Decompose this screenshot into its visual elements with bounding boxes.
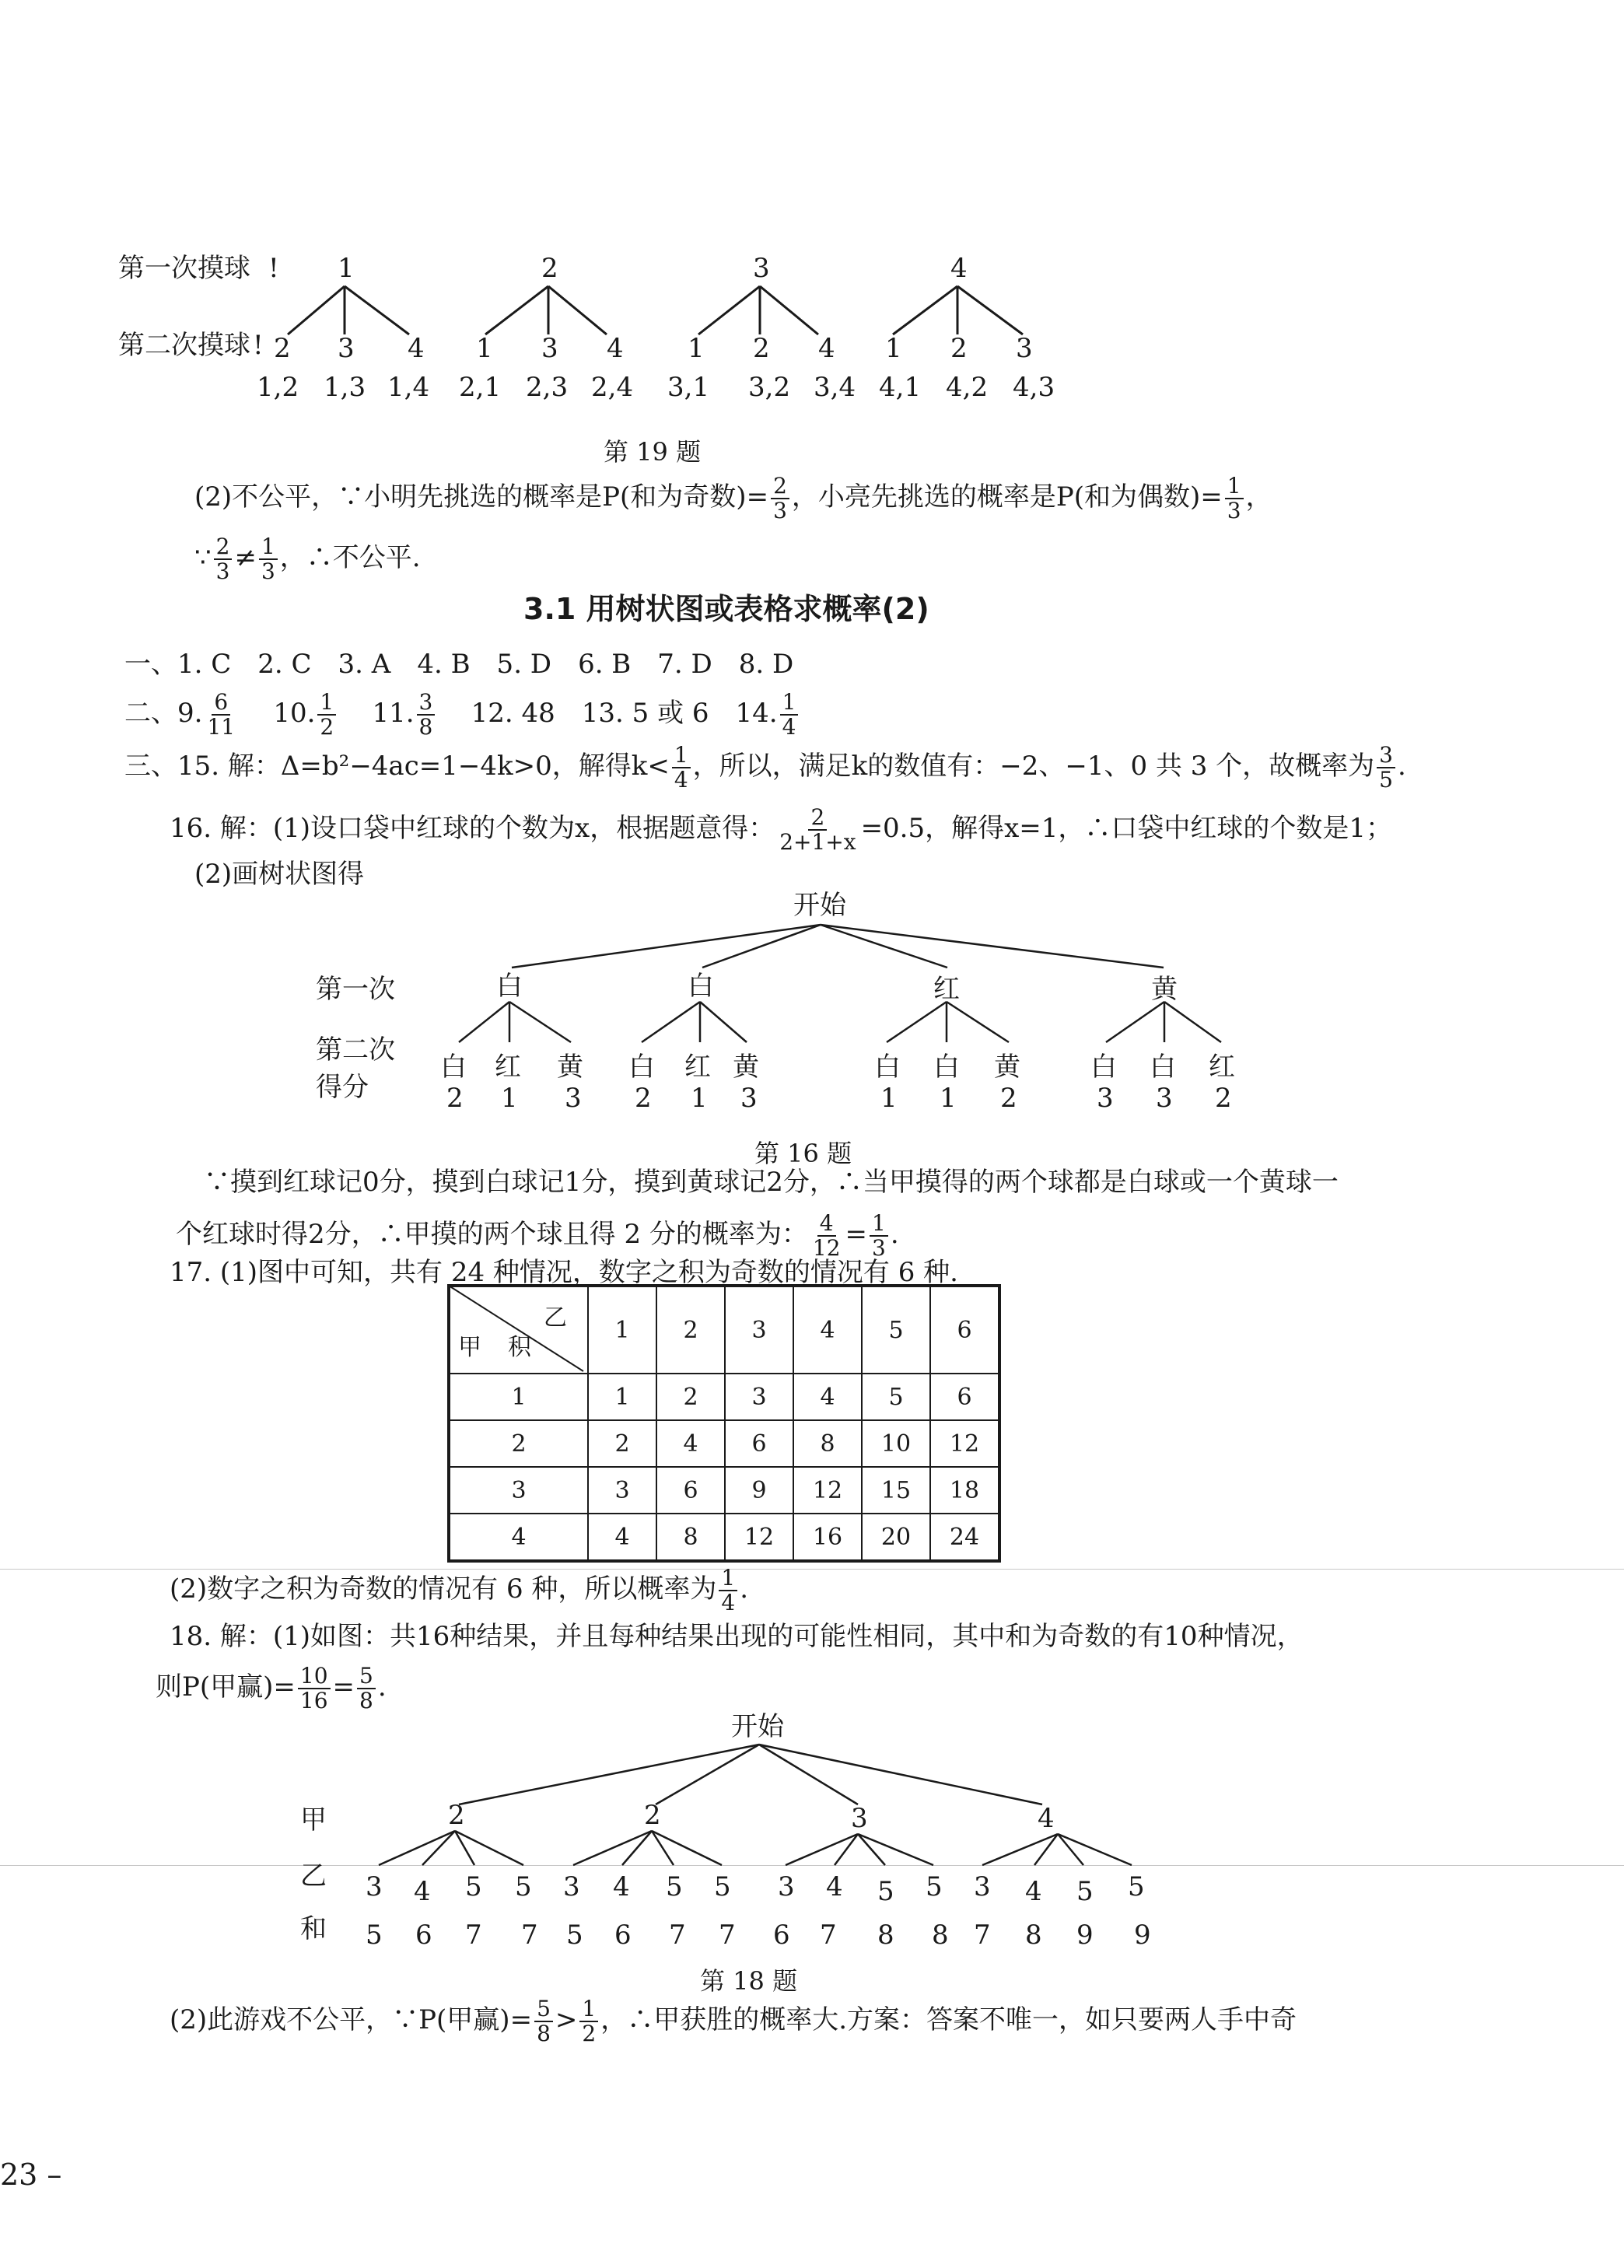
tree18-second-node: 5 [714,1871,731,1902]
row-header: 4 [449,1514,588,1561]
tree16-label-second: 第二次 [316,1034,395,1066]
tree19-outcome: 2,3 [526,372,569,403]
denominator: 8 [359,1688,373,1713]
column-header: 5 [862,1286,930,1374]
text: 个红球时得2分，∴甲摸的两个球且得 2 分的概率为： [176,1219,808,1250]
tree19-outcome: 1,4 [387,372,430,403]
figure-caption: 第 16 题 [754,1139,852,1168]
tree16-second-node: 白 [1090,1052,1117,1083]
tree19-second-node: 2 [950,333,968,364]
text: ，∴不公平. [279,542,421,573]
tree18-sum: 8 [1025,1920,1042,1951]
denominator: 4 [674,767,688,793]
q16-line2: (2)画树状图得 [194,859,365,890]
text: 三、15. 解：Δ=b²−4ac=1−4k>0，解得k< [124,751,670,782]
q16-line4 [176,1212,899,1260]
tree18-second-node: 5 [877,1876,894,1907]
tree19-outcome: 1,3 [324,372,366,403]
tree16-first-node: 红 [933,974,960,1005]
tree16-score: 3 [740,1083,758,1114]
table-row [449,1374,999,1420]
table-cell: 8 [656,1514,725,1561]
text: . [1398,751,1406,782]
numerator: 2 [214,535,233,560]
text: ，小亮先挑选的概率是P(和为偶数)= [791,481,1223,513]
row-header: 2 [449,1420,588,1467]
tree19-first-node: 3 [753,253,770,284]
tree18-second-node: 5 [515,1871,532,1902]
tree16-score: 3 [1156,1083,1173,1114]
tree18-sum: 6 [415,1920,432,1951]
table-cell: 5 [862,1374,930,1420]
table-row [449,1467,999,1514]
denominator: 2 [582,2021,597,2046]
fraction [810,1212,843,1260]
tree18-sum: 8 [932,1920,949,1951]
numerator: 4 [817,1212,836,1237]
tree19-second-node: 4 [607,333,624,364]
tree16-second-node: 白 [1150,1052,1176,1083]
tree19-second-node: 4 [818,333,835,364]
tree16-label-score: 得分 [316,1072,369,1103]
tree16-first-node: 黄 [1151,974,1178,1005]
tree18-second-node: 4 [414,1876,431,1907]
figure-caption: 第 19 题 [604,437,702,467]
figure-caption: 第 18 题 [700,1966,798,1996]
fraction [672,744,691,792]
q18-line3 [170,1997,1297,2046]
neq-symbol: ≠ [234,542,257,573]
tree16-score: 2 [446,1083,464,1114]
numerator: 1 [672,744,691,768]
tree18-first-node: 2 [448,1800,465,1831]
text: . [890,1219,899,1250]
tree18-first-node: 4 [1038,1803,1055,1834]
table-cell: 3 [588,1467,656,1514]
numerator: 1 [1225,474,1244,499]
row-header: 1 [449,1374,588,1420]
numerator: 1 [579,1997,598,2022]
table-cell: 4 [656,1420,725,1467]
denominator: 12 [812,1235,841,1261]
q15 [124,744,1406,792]
text: (2)此游戏不公平，∵P(甲赢)= [170,2004,533,2035]
text: =0.5，解得x=1，∴口袋中红球的个数是1； [860,813,1393,844]
numerator: 6 [212,691,230,716]
denominator: 3 [773,498,787,523]
text: 二、9. [124,698,203,729]
tree19-row2-label: 第二次摸球 [118,330,250,361]
table-corner-cell [449,1286,588,1374]
tree18-second-node: 5 [1076,1876,1094,1907]
numerator: 1 [317,691,336,716]
table-cell: 15 [862,1467,930,1514]
tree18-sum: 9 [1076,1920,1094,1951]
tree19-outcome: 2,1 [459,372,502,403]
table-cell: 8 [793,1420,862,1467]
tree18-sum: 7 [719,1920,736,1951]
tree18-second-node: 4 [826,1871,843,1902]
tree19-row2-mark: ! [253,330,264,361]
table-cell: 6 [930,1374,999,1420]
tree16-second-node: 红 [684,1052,711,1083]
q16-line1 [170,806,1392,854]
text: 12. 48 13. 5 或 6 14. [471,698,778,729]
column-header: 2 [656,1286,725,1374]
part2-answers [124,691,800,739]
numerator: 5 [357,1664,376,1689]
tree18-sum: 6 [614,1920,632,1951]
tree18-second-node: 5 [666,1871,683,1902]
numerator: 1 [780,691,799,716]
tree19-second-node: 2 [274,333,291,364]
q19-part2-line2 [194,535,421,583]
table-cell: 6 [725,1420,793,1467]
denominator: 5 [1379,767,1393,793]
tree16-first-node: 白 [496,971,523,1002]
numerator: 5 [534,1997,553,2022]
tree19-outcome: 4,2 [946,372,989,403]
denominator: 2+1+x [779,829,856,855]
fraction [214,535,233,583]
fraction [317,691,336,739]
tree18-second-node: 3 [366,1871,383,1902]
tree18-label-first: 甲 [300,1804,327,1836]
tree16-score: 2 [1215,1083,1232,1114]
tree18-sum: 7 [465,1920,482,1951]
fraction [259,535,278,583]
tree16-second-node: 红 [1209,1052,1235,1083]
tree18-label-second: 乙 [300,1860,327,1892]
tree18-second-node: 3 [974,1871,991,1902]
text: = [845,1219,868,1250]
fraction [579,1997,598,2046]
table-row [449,1514,999,1561]
table-cell: 12 [930,1420,999,1467]
tree16-score: 3 [1097,1083,1114,1114]
text: > [555,2004,578,2035]
denominator: 3 [215,558,230,584]
tree16-second-node: 白 [628,1052,655,1083]
fraction [1225,474,1244,523]
tree19-first-node: 1 [338,253,355,284]
numerator: 2 [808,806,827,831]
table-cell: 24 [930,1514,999,1561]
numerator: 2 [771,474,789,499]
text: ， [1245,481,1272,513]
table-cell: 2 [656,1374,725,1420]
tree19-second-node: 4 [408,333,425,364]
tree16-root: 开始 [793,890,846,921]
tree16-second-node: 白 [440,1052,467,1083]
denominator: 16 [299,1688,328,1713]
table-cell: 20 [862,1514,930,1561]
text: 10. [273,698,316,729]
tree18-second-node: 5 [926,1871,943,1902]
q19-part2-line1 [194,474,1272,523]
tree19-outcome: 2,4 [591,372,634,403]
tree18-second-node: 4 [613,1871,630,1902]
tree18-second-node: 5 [465,1871,482,1902]
fraction [357,1664,376,1713]
fraction [870,1212,888,1260]
text: ，所以，满足k的数值有：−2、−1、0 共 3 个，故概率为 [692,751,1375,782]
denominator: 8 [418,714,433,740]
tree19-outcome: 3,4 [814,372,856,403]
fraction [417,691,436,739]
fraction [1377,744,1395,792]
tree19-row1-mark: ! [268,253,279,284]
tree19-second-node: 3 [541,333,558,364]
part1-answers: 一、1. C 2. C 3. A 4. B 5. D 6. B 7. D 8. D [124,649,794,680]
tree18-sum: 6 [773,1920,790,1951]
tree18-first-node: 3 [851,1803,868,1834]
tree19-second-node: 3 [338,333,355,364]
text: 11. [372,698,415,729]
tree18-sum: 5 [366,1920,383,1951]
text: 16. 解：(1)设口袋中红球的个数为x，根据题意得： [170,813,775,844]
row-header: 3 [449,1467,588,1514]
tree19-row1-label: 第一次摸球 [118,253,250,284]
tree18-sum: 5 [566,1920,583,1951]
q18-line1: 18. 解：(1)如图：共16种结果，并且每种结果出现的可能性相同，其中和为奇数的有10种情况， [170,1621,1304,1652]
table-cell: 6 [656,1467,725,1514]
denominator: 3 [872,1235,886,1261]
tree18-second-node: 3 [778,1871,795,1902]
fraction [298,1664,331,1713]
tree19-second-node: 1 [688,333,705,364]
tree19-second-node: 2 [753,333,770,364]
table-row [449,1420,999,1467]
numerator: 1 [259,535,278,560]
tree18-sum: 9 [1134,1920,1151,1951]
tree19-outcome: 3,2 [748,372,791,403]
table-cell: 4 [588,1514,656,1561]
numerator: 10 [298,1664,331,1689]
tree16-label-first: 第一次 [316,974,395,1005]
tree16-second-node: 红 [495,1052,521,1083]
table-cell: 10 [862,1420,930,1467]
tree18-second-node: 5 [1128,1871,1145,1902]
section-title: 3.1 用树状图或表格求概率(2) [523,592,929,626]
tree16-first-node: 白 [688,971,714,1002]
tree16-score: 2 [635,1083,652,1114]
fraction [205,691,237,739]
fraction [534,1997,553,2046]
text: . [740,1573,749,1605]
text: ∵ [194,542,212,573]
product-table [447,1284,1001,1563]
denominator: 4 [782,714,796,740]
page-number: 23 – [0,2158,62,2192]
tree18-sum: 8 [877,1920,894,1951]
tree19-outcome: 3,1 [667,372,710,403]
tree19-second-node: 1 [885,333,902,364]
tree18-root: 开始 [731,1711,784,1742]
tree19-first-node: 2 [541,253,558,284]
tree19-second-node: 1 [476,333,493,364]
denominator: 11 [207,714,236,740]
tree16-second-node: 白 [933,1052,960,1083]
tree19-outcome: 4,1 [879,372,922,403]
column-header: 1 [588,1286,656,1374]
fraction [719,1566,737,1615]
table-cell: 12 [725,1514,793,1561]
fraction [780,691,799,739]
tree18-sum: 7 [974,1920,991,1951]
column-header: 3 [725,1286,793,1374]
text: . [377,1671,387,1703]
denominator: 3 [261,558,275,584]
tree16-score: 1 [691,1083,708,1114]
text: ，∴甲获胜的概率大.方案：答案不唯一，如只要两人手中奇 [600,2004,1297,2035]
tree18-first-node: 2 [644,1800,661,1831]
tree16-score: 1 [880,1083,898,1114]
tree18-sum: 7 [669,1920,686,1951]
tree16-score: 3 [565,1083,582,1114]
numerator: 1 [870,1212,888,1237]
numerator: 3 [417,691,436,716]
tree16-score: 1 [501,1083,518,1114]
table-cell: 4 [793,1374,862,1420]
table-cell: 2 [588,1420,656,1467]
tree16-second-node: 白 [874,1052,901,1083]
tree19-second-node: 3 [1016,333,1033,364]
tree18-second-node: 4 [1025,1876,1042,1907]
denominator: 4 [721,1590,736,1615]
q17-line1: 17. (1)图中可知，共有 24 种情况，数字之积为奇数的情况有 6 种. [170,1257,958,1288]
tree18-sum: 7 [820,1920,837,1951]
q18-line2 [156,1664,387,1713]
tree19-first-node: 4 [950,253,968,284]
text: (2)不公平，∵小明先挑选的概率是P(和为奇数)= [194,481,769,513]
tree18-label-sum: 和 [300,1913,327,1944]
denominator: 8 [537,2021,551,2046]
tree16-second-node: 黄 [994,1052,1020,1083]
column-header: 6 [930,1286,999,1374]
tree16-second-node: 黄 [733,1052,759,1083]
tree18-sum: 7 [521,1920,538,1951]
text: 则P(甲赢)= [156,1671,296,1703]
corner-label-jia: 甲 [458,1334,481,1361]
text: = [332,1671,355,1703]
table-cell: 12 [793,1467,862,1514]
numerator: 3 [1377,744,1395,768]
table-cell: 16 [793,1514,862,1561]
table-cell: 9 [725,1467,793,1514]
column-header: 4 [793,1286,862,1374]
table-cell: 18 [930,1467,999,1514]
denominator: 3 [1227,498,1241,523]
table-cell: 3 [725,1374,793,1420]
q16-line3: ∵摸到红球记0分，摸到白球记1分，摸到黄球记2分，∴当甲摸得的两个球都是白球或一个黄球一 [204,1167,1339,1198]
corner-label-product: 积 [508,1334,531,1361]
q17-line2 [170,1566,748,1615]
corner-label-yi: 乙 [544,1304,567,1332]
text: (2)数字之积为奇数的情况有 6 种，所以概率为 [170,1573,717,1605]
tree19-outcome: 4,3 [1013,372,1055,403]
denominator: 2 [320,714,334,740]
table-cell: 1 [588,1374,656,1420]
tree16-score: 2 [1000,1083,1017,1114]
numerator: 1 [719,1566,737,1591]
tree16-second-node: 黄 [557,1052,583,1083]
fraction [771,474,789,523]
tree19-outcome: 1,2 [257,372,299,403]
tree18-second-node: 3 [563,1871,580,1902]
fraction [777,806,858,854]
tree16-score: 1 [940,1083,957,1114]
